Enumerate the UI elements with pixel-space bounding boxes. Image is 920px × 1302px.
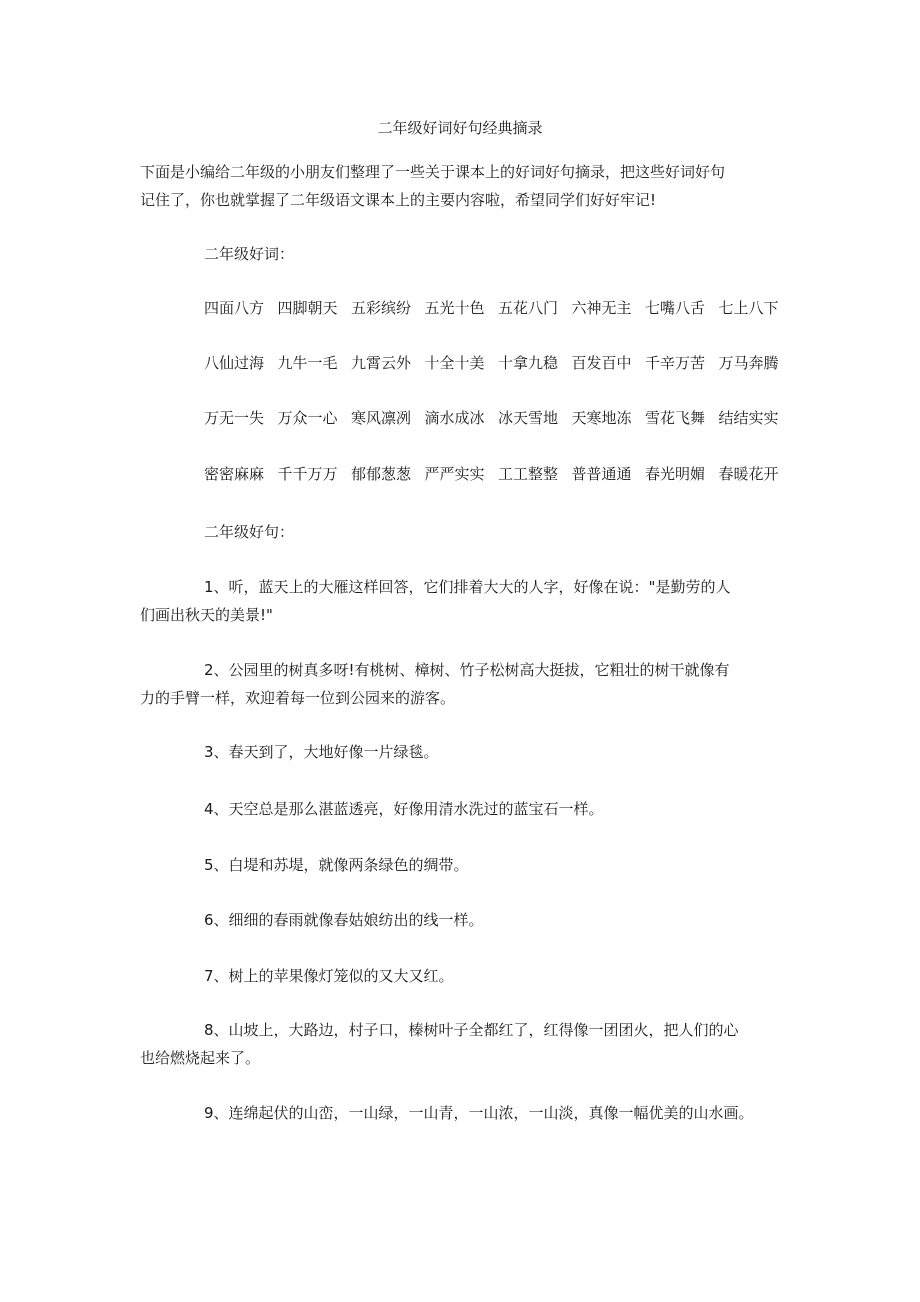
word-item: 密密麻麻 (204, 465, 265, 483)
word-item: 工工整整 (498, 465, 559, 483)
sentence-item (140, 738, 800, 766)
sentence-item (140, 656, 800, 712)
page-title: 二年级好词好句经典摘录 (377, 119, 543, 137)
word-item: 冰天雪地 (498, 409, 559, 427)
word-item: 五光十色 (424, 299, 485, 317)
word-item: 十全十美 (424, 354, 485, 372)
word-item: 四面八方 (204, 299, 265, 317)
word-row (204, 407, 804, 429)
sentence-line: 5、白堤和苏堤，就像两条绿色的绸带。 (204, 856, 469, 874)
intro-line: 下面是小编给二年级的小朋友们整理了一些关于课本上的好词好句摘录，把这些好词好句 (140, 163, 726, 181)
sentence-line: 们画出秋天的美景!" (140, 606, 273, 624)
sentence-item (140, 1099, 800, 1127)
word-row (204, 463, 804, 485)
sentence-line: 也给燃烧起来了。 (140, 1049, 261, 1067)
sentence-item (140, 573, 800, 629)
sentence-item (140, 1016, 800, 1072)
word-item: 普普通通 (571, 465, 632, 483)
sentence-line: 6、细细的春雨就像春姑娘纺出的线一样。 (204, 911, 484, 929)
word-item: 雪花飞舞 (645, 409, 706, 427)
sentence-line: 2、公园里的树真多呀!有桃树、樟树、竹子松树高大挺拔，它粗壮的树干就像有 (204, 661, 730, 679)
word-item: 百发百中 (571, 354, 632, 372)
word-item: 郁郁葱葱 (351, 465, 412, 483)
sentence-item (140, 962, 800, 990)
sentence-line: 9、连绵起伏的山峦，一山绿，一山青，一山浓，一山淡，真像一幅优美的山水画。 (204, 1104, 754, 1122)
word-item: 九牛一毛 (277, 354, 338, 372)
word-item: 五彩缤纷 (351, 299, 412, 317)
sentence-line: 力的手臂一样，欢迎着每一位到公园来的游客。 (140, 689, 456, 707)
word-item: 万马奔腾 (718, 354, 779, 372)
sentence-line: 8、山坡上，大路边，村子口，榛树叶子全都红了，红得像一团团火，把人们的心 (204, 1021, 739, 1039)
word-item: 结结实实 (718, 409, 779, 427)
word-item: 七上八下 (718, 299, 779, 317)
word-item: 春暖花开 (718, 465, 779, 483)
sentence-item (140, 795, 800, 823)
word-item: 寒风凛冽 (351, 409, 412, 427)
intro-line: 记住了，你也就掌握了二年级语文课本上的主要内容啦，希望同学们好好牢记! (140, 191, 657, 209)
sentence-item (140, 851, 800, 879)
word-row (204, 352, 804, 374)
sentences-heading: 二年级好句： (204, 523, 295, 541)
word-item: 天寒地冻 (571, 409, 632, 427)
sentence-line: 4、天空总是那么湛蓝透亮，好像用清水洗过的蓝宝石一样。 (204, 800, 604, 818)
word-item: 滴水成冰 (424, 409, 485, 427)
sentence-line: 1、听，蓝天上的大雁这样回答，它们排着大大的人字，好像在说："是勤劳的人 (204, 578, 731, 596)
word-item: 九霄云外 (351, 354, 412, 372)
word-item: 万无一失 (204, 409, 265, 427)
word-item: 五花八门 (498, 299, 559, 317)
word-item: 八仙过海 (204, 354, 265, 372)
word-item: 万众一心 (277, 409, 338, 427)
sentence-item (140, 906, 800, 934)
word-item: 春光明媚 (645, 465, 706, 483)
sentence-line: 3、春天到了，大地好像一片绿毯。 (204, 743, 439, 761)
intro-paragraph (140, 158, 790, 214)
word-item: 千千万万 (277, 465, 338, 483)
word-item: 十拿九稳 (498, 354, 559, 372)
word-item: 四脚朝天 (277, 299, 338, 317)
word-item: 七嘴八舌 (645, 299, 706, 317)
words-heading: 二年级好词： (204, 245, 295, 263)
word-item: 严严实实 (424, 465, 485, 483)
sentence-line: 7、树上的苹果像灯笼似的又大又红。 (204, 967, 454, 985)
word-item: 六神无主 (571, 299, 632, 317)
word-item: 千辛万苦 (645, 354, 706, 372)
word-row (204, 297, 804, 319)
